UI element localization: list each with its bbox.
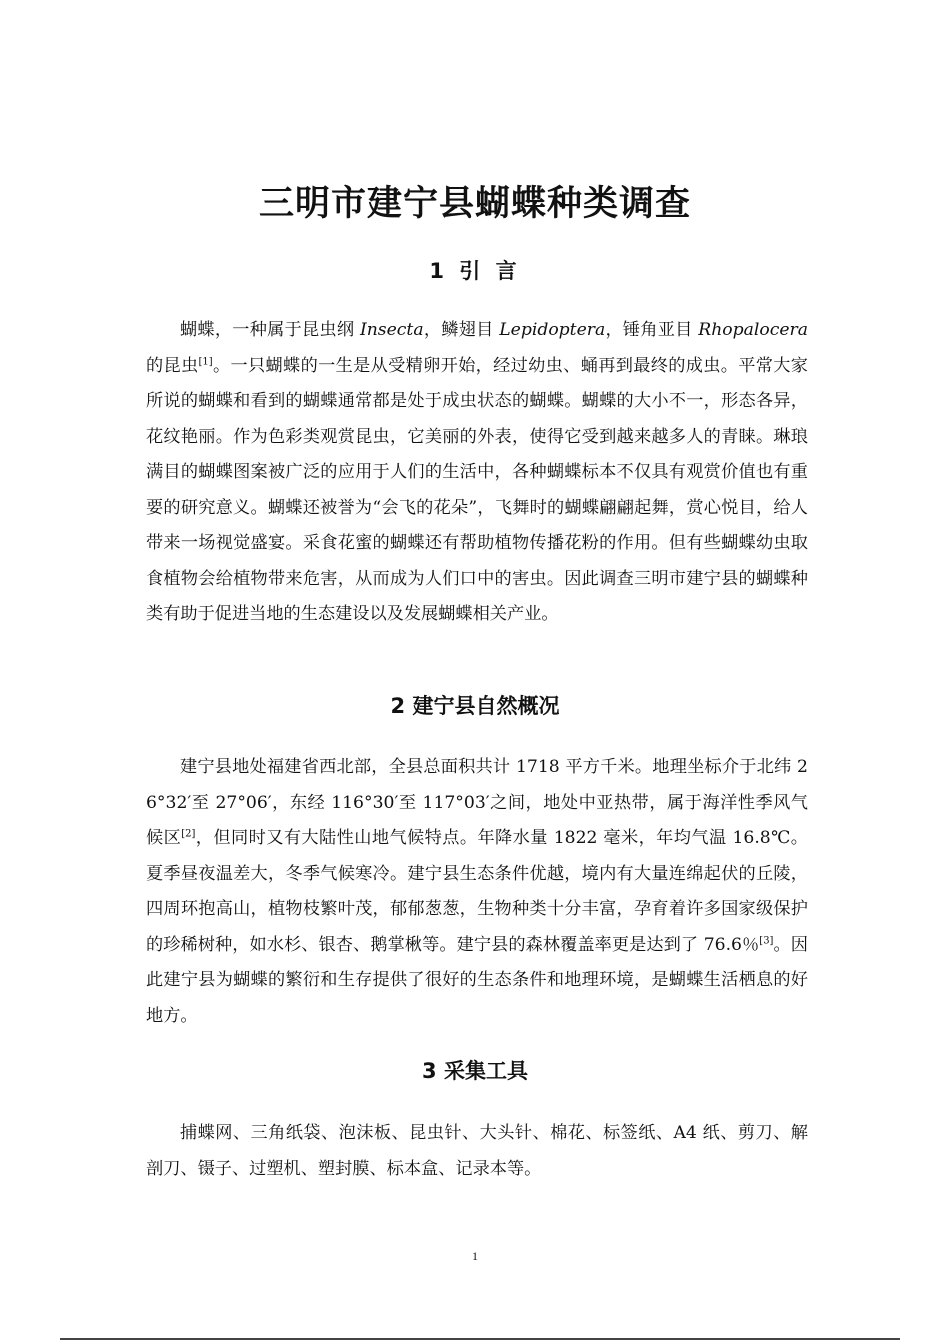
text-run: 捕蝶网、三角纸袋、泡沫板、昆虫针、大头针、棉花、标签纸、A4 纸、剪刀、解剖刀、镊子、过塑机、塑封膜、标本盒、记录本等。 [146, 1123, 808, 1179]
page-number: 1 [472, 1249, 478, 1263]
footer-divider [60, 1338, 900, 1340]
latin-name-insecta: Insecta [359, 320, 424, 340]
citation-ref: [2] [181, 828, 196, 840]
text-run: 建宁县地处福建省西北部，全县总面积共计 1718 平方千米。地理坐标介于北纬 26°32′至 27°06′，东经 116°30′至 117°03′之间，地处中亚热带，属于海洋性季风气候区 [146, 757, 808, 848]
text-run: ，锤角亚目 [605, 320, 699, 340]
latin-name-lepidoptera: Lepidoptera [499, 320, 606, 340]
text-run: 。一只蝴蝶的一生是从受精卵开始，经过幼虫、蛹再到最终的成虫。平常大家所说的蝴蝶和看到的蝴蝶通常都是处于成虫状态的蝴蝶。蝴蝶的大小不一，形态各异，花纹艳丽。作为色彩类观赏昆虫，它美丽的外表，使得它受到越来越多人的青睐。琳琅满目的蝴蝶图案被广泛的应用于人们的生活中，各种蝴蝶标本不仅具有观赏价值也有重要的研究意义。蝴蝶还被誉为“会飞的花朵”，飞舞时的蝴蝶翩翩起舞，赏心悦目，给人带来一场视觉盛宴。采食花蜜的蝴蝶还有帮助植物传播花粉的作用。但有些蝴蝶幼虫取食植物会给植物带来危害，从而成为人们口中的害虫。因此调查三明市建宁县的蝴蝶种类有助于促进当地的生态建设以及发展蝴蝶相关产业。 [146, 355, 808, 624]
section-heading-introduction: 1 引 言 [429, 259, 521, 283]
document-title: 三明市建宁县蝴蝶种类调查 [258, 184, 691, 224]
citation-ref: [3] [759, 934, 774, 946]
latin-name-rhopalocera: Rhopalocera [698, 320, 808, 340]
text-run: 的昆虫 [146, 355, 199, 376]
paragraph-introduction [146, 313, 808, 633]
paragraph-collection-tools [146, 1116, 808, 1187]
section-heading-natural-overview: 2 建宁县自然概况 [390, 694, 560, 718]
paragraph-natural-overview [146, 750, 808, 1034]
text-run: 。因此建宁县为蝴蝶的繁衍和生存提供了很好的生态条件和地理环境，是蝴蝶生活栖息的好地方。 [146, 934, 808, 1026]
section-heading-collection-tools: 3 采集工具 [422, 1059, 528, 1083]
text-run: ，但同时又有大陆性山地气候特点。年降水量 1822 毫米，年均气温 16.8℃。夏季昼夜温差大，冬季气候寒冷。建宁县生态条件优越，境内有大量连绵起伏的丘陵，四周环抱高山，植物枝繁叶茂，郁郁葱葱，生物种类十分丰富，孕育着许多国家级保护的珍稀树种，如水杉、银杏、鹅掌楸等。建宁县的森林覆盖率更是达到了 76.6％ [146, 828, 808, 955]
text-run: 蝴蝶，一种属于昆虫纲 [180, 320, 360, 340]
citation-ref: [1] [198, 355, 213, 367]
text-run: ，鳞翅目 [423, 320, 500, 340]
